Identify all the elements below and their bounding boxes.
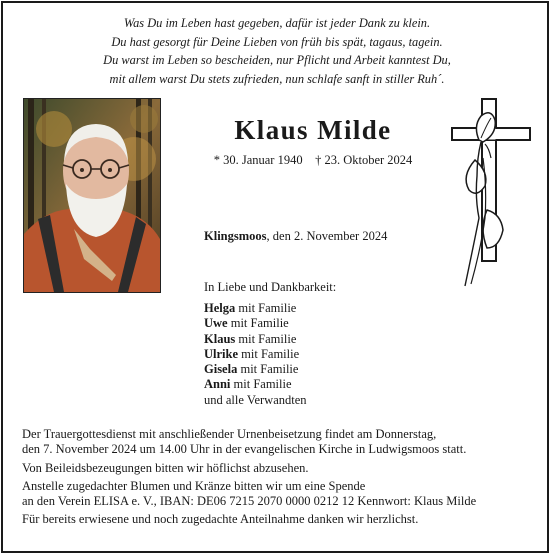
deceased-name: Klaus Milde xyxy=(234,115,392,145)
poem-line: Was Du im Leben hast gegeben, dafür ist jeder Dank zu klein. xyxy=(123,16,431,30)
poem xyxy=(3,14,550,88)
portrait-photo xyxy=(23,98,161,293)
obituary-notice xyxy=(1,1,549,553)
funeral-info: Der Trauergottesdienst mit anschließender Urnenbeisetzung findet am Donnerstag, den 7. November 2024 um 14.00 Uhr in der evangelischen Kirche in Ludwigsmoos statt. xyxy=(22,427,467,457)
family-member: Helga mit Familie xyxy=(204,301,297,315)
place-and-date xyxy=(204,229,387,244)
notice-details xyxy=(22,427,534,531)
place-date: , den 2. November 2024 xyxy=(266,229,388,243)
family-member: Uwe mit Familie xyxy=(204,316,289,331)
place-town: Klingsmoos xyxy=(204,229,267,243)
thanks-heading: In Liebe und Dankbarkeit: xyxy=(204,280,337,294)
condolence-note: Von Beileidsbezeugungen bitten wir höflichst abzusehen. xyxy=(22,460,309,475)
family-list xyxy=(204,301,307,408)
poem-line: Du warst im Leben so bescheiden, nur Pflicht und Arbeit kanntest Du, xyxy=(103,53,451,68)
donation-info: Anstelle zugedachter Blumen und Kränze bitten wir um eine Spende an den Verein ELISA e. V., IBAN: DE06 7215 2070 0000 0212 12 Kennwort: Klaus Milde xyxy=(22,478,477,509)
poem-line: mit allem warst Du stets zufrieden, nun schlafe sanft in stiller Ruh´. xyxy=(109,71,445,86)
family-member: Anni mit Familie xyxy=(204,377,292,392)
family-member: Gisela mit Familie xyxy=(204,362,299,377)
family-member: Ulrike mit Familie xyxy=(204,346,300,361)
family-member: Klaus mit Familie xyxy=(204,331,297,346)
family-relatives: und alle Verwandten xyxy=(204,392,307,407)
life-dates: * 30. Januar 1940 † 23. Oktober 2024 xyxy=(213,153,413,167)
closing-thanks: Für bereits erwiesene und noch zugedachte Anteilnahme danken wir herzlichst. xyxy=(22,512,419,527)
poem-line: Du hast gesorgt für Deine Lieben von früh bis spät, tagaus, tagein. xyxy=(111,34,443,49)
cross-icon xyxy=(451,98,533,288)
portrait-illustration xyxy=(24,99,160,292)
